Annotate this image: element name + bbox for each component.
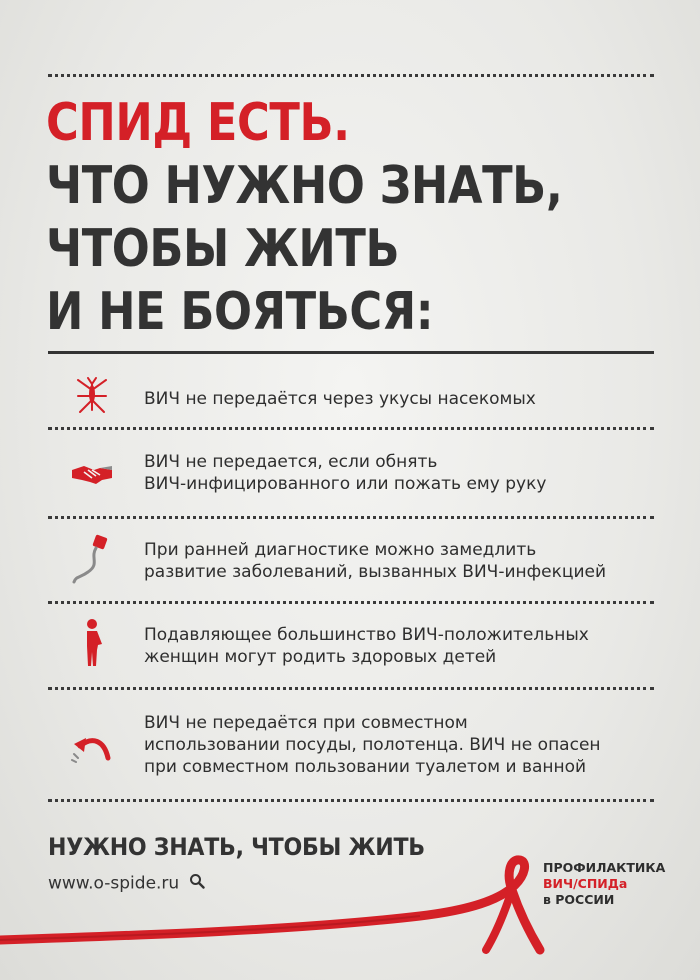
headline-line-4: И НЕ БОЯТЬСЯ: xyxy=(46,282,434,342)
item-divider xyxy=(48,427,654,430)
item-divider xyxy=(48,687,654,690)
website-link[interactable] xyxy=(48,873,205,894)
headline-line-1: СПИД ЕСТЬ. xyxy=(46,93,350,153)
fact-text: ВИЧ не передается, если обнять ВИЧ-инфицированного или пожать ему руку xyxy=(144,452,547,494)
item-divider xyxy=(48,601,654,604)
headline-underline xyxy=(48,351,654,354)
fact-text: ВИЧ не передаётся через укусы насекомых xyxy=(144,389,536,409)
syringe-tube-icon xyxy=(70,532,114,586)
brand-logo xyxy=(543,860,665,908)
fact-text: Подавляющее большинство ВИЧ-положительных женщин могут родить здоровых детей xyxy=(144,625,589,667)
search-icon[interactable] xyxy=(189,873,205,894)
return-arrow-icon xyxy=(70,728,114,772)
headline-line-3: ЧТОБЫ ЖИТЬ xyxy=(46,219,400,279)
bottom-dotted-divider xyxy=(48,799,654,802)
brand-line-1: ПРОФИЛАКТИКА xyxy=(543,860,666,875)
top-dotted-divider xyxy=(48,74,654,77)
item-divider xyxy=(48,516,654,519)
pregnant-woman-icon xyxy=(70,618,114,670)
footer-slogan: НУЖНО ЗНАТЬ, ЧТОБЫ ЖИТЬ xyxy=(48,833,425,861)
handshake-icon xyxy=(70,450,114,494)
fact-text: ВИЧ не передаётся при совместном использовании посуды, полотенца. ВИЧ не опасен при совместном пользовании туалетом и ванной xyxy=(144,713,601,777)
headline-line-2: ЧТО НУЖНО ЗНАТЬ, xyxy=(46,156,563,216)
mosquito-icon xyxy=(70,374,114,418)
brand-line-2: ВИЧ/СПИДа xyxy=(543,876,628,891)
brand-line-3: в РОССИИ xyxy=(543,892,615,907)
website-url-text[interactable]: www.o-spide.ru xyxy=(48,873,180,894)
fact-text: При ранней диагностике можно замедлить развитие заболеваний, вызванных ВИЧ-инфекцией xyxy=(144,540,607,582)
headline xyxy=(46,92,579,344)
